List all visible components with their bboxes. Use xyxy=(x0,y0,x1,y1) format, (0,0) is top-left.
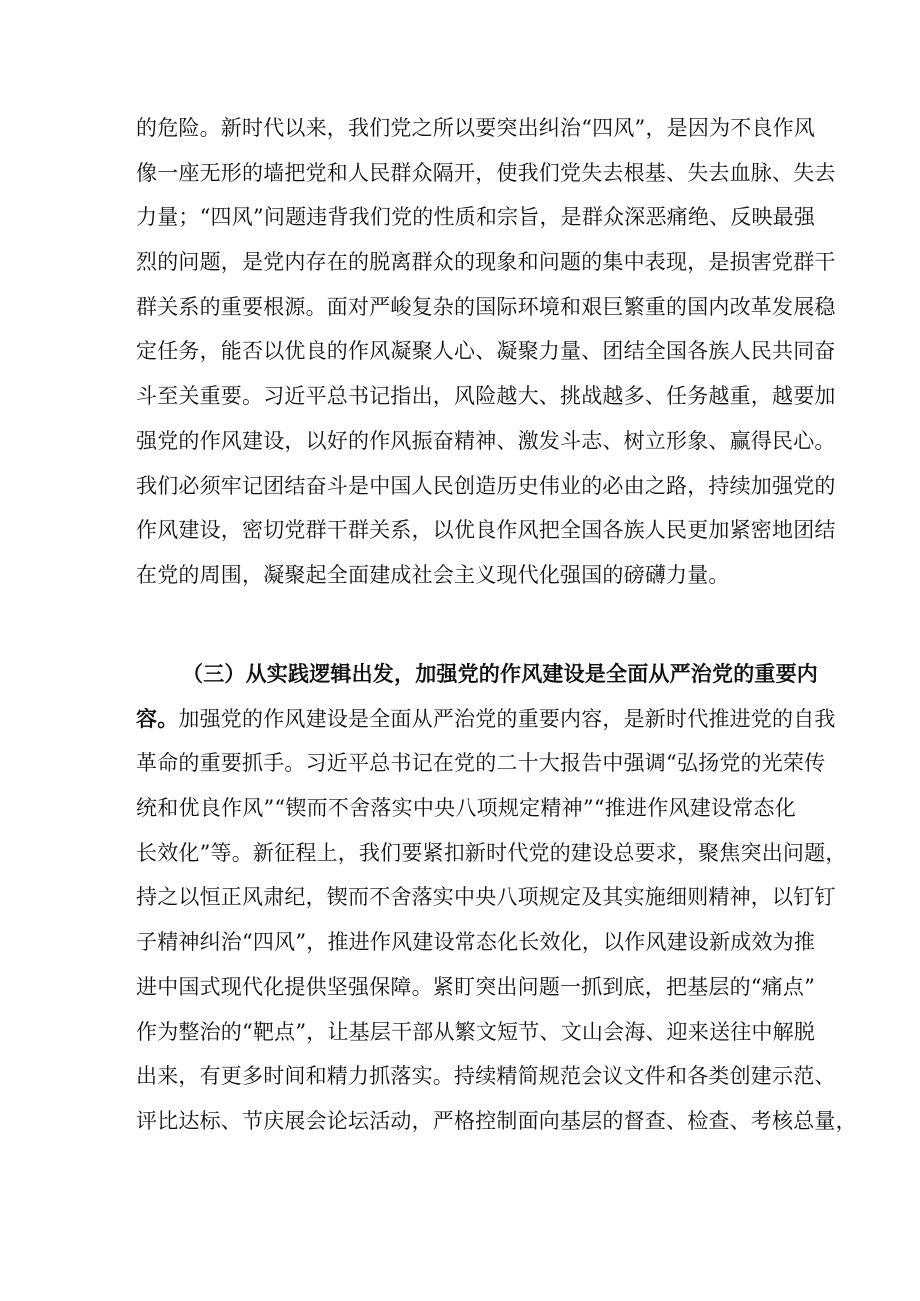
paragraph-2-line: 进中国式现代化提供坚强保障。紧盯突出问题一抓到底，把基层的“痛点” xyxy=(136,974,816,999)
paragraph-2-line xyxy=(136,697,836,742)
paragraph-1-line: 在党的周围，凝聚起全面建成社会主义现代化强国的磅礴力量。 xyxy=(136,562,730,587)
paragraph-2-line: 革命的重要抓手。习近平总书记在党的二十大报告中强调“弘扬党的光荣传 xyxy=(136,751,826,776)
paragraph-2-line: 出来，有更多时间和精力抓落实。持续精简规范会议文件和各类创建示范、 xyxy=(136,1064,836,1089)
paragraph-2-line: 子精神纠治“四风”，推进作风建设常态化长效化，以作风建设新成效为推 xyxy=(136,930,816,955)
paragraph-1-line: 像一座无形的墙把党和人民群众隔开，使我们党失去根基、失去血脉、失去 xyxy=(136,160,836,185)
paragraph-1-line: 力量；“四风”问题违背我们党的性质和宗旨，是群众深恶痛绝、反映最强 xyxy=(136,205,816,230)
paragraph-2-line: 评比达标、节庆展会论坛活动，严格控制面向基层的督查、检查、考核总量， xyxy=(136,1108,857,1133)
paragraph-1-line: 烈的问题，是党内存在的脱离群众的现象和问题的集中表现，是损害党群干 xyxy=(136,250,836,275)
section-heading: （三）从实践逻辑出发，加强党的作风建设是全面从严治党的重要内 xyxy=(182,662,818,686)
paragraph-2-line: 作为整治的“靶点”，让基层干部从繁文短节、文山会海、迎来送往中解脱 xyxy=(136,1019,816,1044)
paragraph-2 xyxy=(136,652,857,1144)
paragraph-1-line: 作风建设，密切党群干群关系，以优良作风把全国各族人民更加紧密地团结 xyxy=(136,518,836,543)
paragraph-1-line: 定任务，能否以优良的作风凝聚人心、凝聚力量、团结全国各族人民共同奋 xyxy=(136,339,836,364)
paragraph-2-line: 统和优良作风”“锲而不舍落实中央八项规定精神”“推进作风建设常态化 xyxy=(136,796,796,821)
paragraph-1-line: 的危险。新时代以来，我们党之所以要突出纠治“四风”，是因为不良作风 xyxy=(136,116,816,140)
section-heading-end: 容。 xyxy=(136,706,179,731)
paragraph-1-line: 强党的作风建设，以好的作风振奋精神、激发斗志、树立形象、赢得民心。 xyxy=(136,428,836,453)
paragraph-1-line: 群关系的重要根源。面对严峻复杂的国际环境和艰巨繁重的国内改革发展稳 xyxy=(136,294,836,319)
paragraph-1 xyxy=(136,106,836,598)
paragraph-2-line: 持之以恒正风肃纪，锲而不舍落实中央八项规定及其实施细则精神，以钉钉 xyxy=(136,885,836,910)
paragraph-1-line: 斗至关重要。习近平总书记指出，风险越大、挑战越多、任务越重，越要加 xyxy=(136,384,836,409)
paragraph-2-line: 长效化”等。新征程上，我们要紧扣新时代党的建设总要求，聚焦突出问题， xyxy=(136,840,847,865)
paragraph-1-line: 我们必须牢记团结奋斗是中国人民创造历史伟业的必由之路，持续加强党的 xyxy=(136,473,836,498)
paragraph-2-line-text: 加强党的作风建设是全面从严治党的重要内容，是新时代推进党的自我 xyxy=(178,706,836,731)
